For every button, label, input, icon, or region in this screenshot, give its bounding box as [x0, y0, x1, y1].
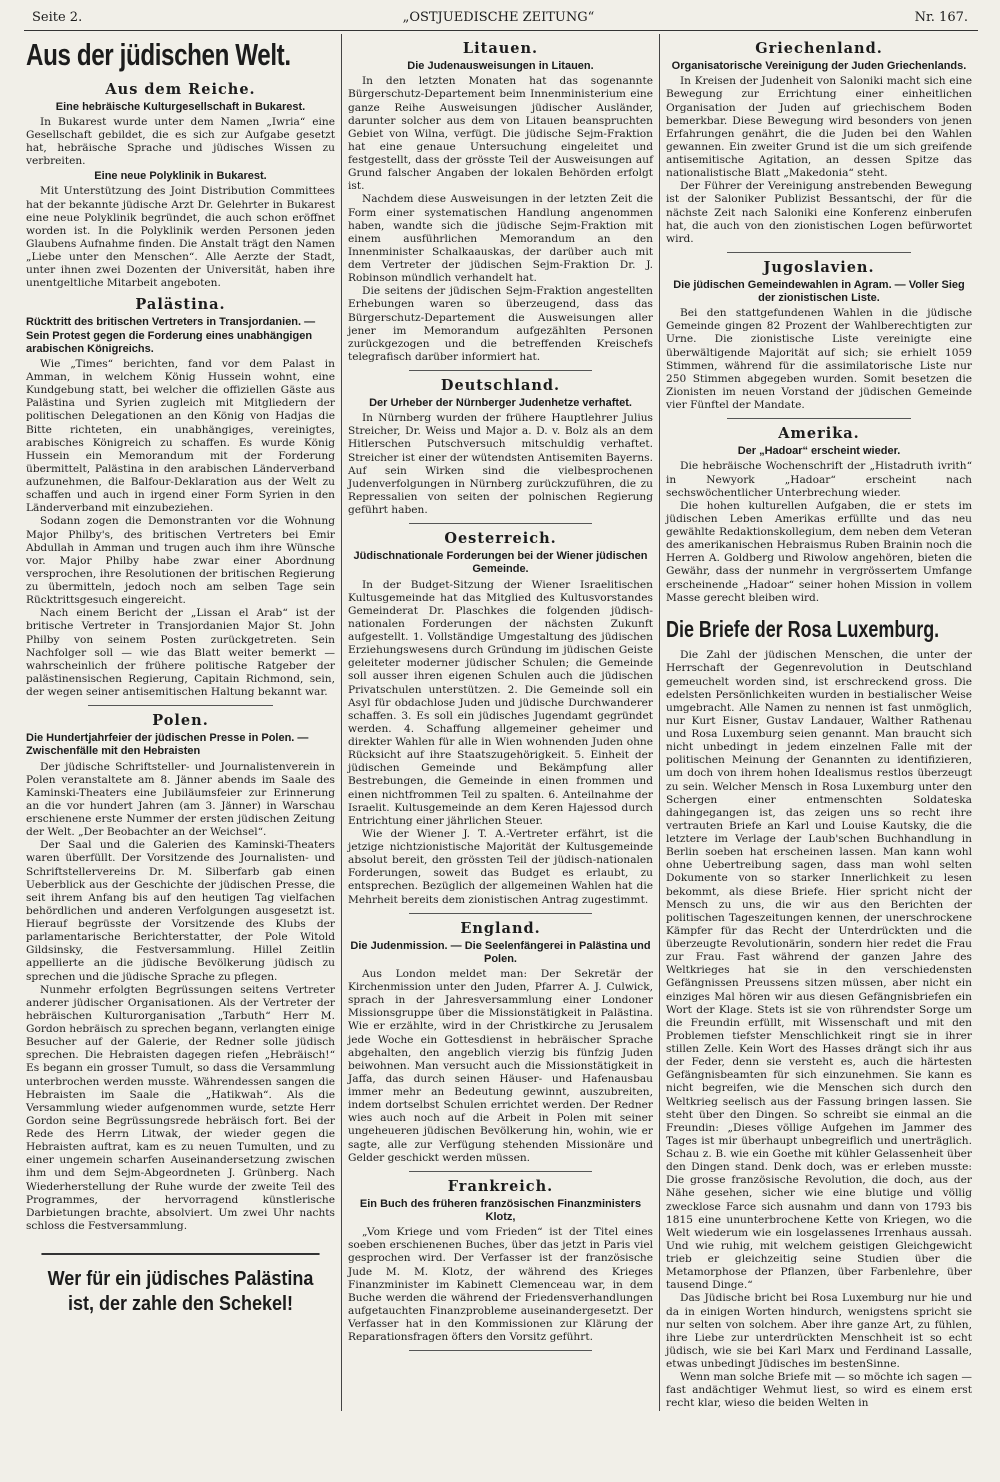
deutschland-headline: Der Urheber der Nürnberger Judenhetze verhaftet. — [369, 396, 632, 409]
appeal-line-2: ist, der zahle den Schekel! — [67, 1293, 294, 1316]
litauen-headline: Die Judenausweisungen in Litauen. — [407, 60, 594, 73]
columns — [24, 34, 978, 1410]
header-rule — [24, 30, 978, 31]
amerika-title: Amerika. — [778, 425, 860, 443]
section-divider — [727, 418, 911, 419]
section-divider — [727, 252, 911, 253]
jugoslavien-headline: Die jüdischen Gemeindewahlen in Agram. — Voller Sieg der zionistischen Liste. — [673, 278, 965, 305]
rosa-paragraph: Wenn man solche Briefe mit — so möchte ich sagen — fast andächtiger Wehmut liest, so wird es einem erst recht klar, wieso die beiden Welten in — [666, 1371, 972, 1410]
litauen-paragraph: Die seitens der jüdischen Sejm-Fraktion angestellten Erhebungen waren so überzeugend, dass das Bürgerschutz-Departement die Ausweisungen aller jener im Memorandum aufgezählten Personen zurückgezogen und die betreffenden Kreischefs telegrafisch darüber informiert hat. — [348, 285, 653, 363]
palaestina-headline: Rücktritt des britischen Vertreters in Transjordanien. — Sein Protest gegen die Forderung eines unabhängigen arabischen Königreichs. — [26, 316, 316, 355]
polen-paragraph: Nunmehr erfolgten Begrüssungen seitens Vertreter anderer jüdischer Organisationen. Als der Vertreter der hebräischen Kulturorganisation „Tarbuth“ Herr M. Gordon hebräisch zu sprechen begann, verlangten einige Besucher auf der Galerie, der Redner solle jüdisch sprechen. Die Hebraisten dagegen riefen „Hebräisch!“ Es begann ein grosser Tumult, so dass die Versammlung unterbrochen werden musste. Währendessen sangen die Hebraisten im Saale die „Hatikwah“. Als die Versammlung wieder aufgenommen wurde, setzte Herr Gordon seine Begrüssungsrede hebräisch fort. Bei der Rede des Herrn Litwak, der wieder gegen die Hebraisten auftrat, kam es zu neuen Tumulten, und zu einer ungemein scharfen Auseinandersetzung zwischen ihm und dem Sejm-Abgeordneten J. Grünberg. Nach Wiederherstellung der Ruhe wurde der zweite Teil des Programmes, der hervorragend künstlerische Darbietungen brachte, absolviert. Um zwei Uhr nachts schloss die Festversammlung. — [26, 983, 335, 1232]
polen-paragraph: Der jüdische Schriftsteller- und Journalistenverein in Polen veranstaltete am 8. Jänner abends im Saale des Kaminski-Theaters eine Jubiläumsfeier zur Erinnerung an die vor hundert Jahren (am 3. Jänner) in Warschau erschienene erste Nummer der ersten jüdischen Zeitung der Welt. „Der Beobachter an der Weichsel“. — [26, 760, 335, 839]
schekel-appeal — [41, 1253, 319, 1317]
litauen-paragraph: Nachdem diese Ausweisungen in der letzten Zeit die Form einer systematischen Handlung angenommen haben, wandte sich die jüdische Sejm-Fraktion mit einem ausführlichen Memorandum an den Innenminister Schalkaauskas, der darüber auch mit dem Vertreter der jüdischen Sejm-Fraktion Dr. J. Robinson mündlich verhandelt hat. — [348, 193, 653, 285]
england-title: England. — [460, 919, 541, 937]
reich-paragraph: Mit Unterstützung des Joint Distribution Committees hat der bekannte jüdische Arzt Dr. Gelehrter in Bukarest eine neue Polyklinik begründet, die auch schon eröffnet worden ist. In die Polyklinik werden Personen jeden Glaubens Aufnahme finden. Die Anstalt trägt den Namen „Liebe unter den Menschen“. Alle Aerzte der Stadt, unter ihnen zwei Dozenten der Universität, haben ihre unentgeltliche Mitarbeit angeboten. — [26, 185, 335, 290]
griechenland-paragraph: In Kreisen der Judenheit von Saloniki macht sich eine Bewegung zur Errichtung einer einheitlichen Organisation der Juden auf griechischem Boden bemerkbar. Diese Bewegung wird besonders von jenen Erfahrungen genährt, die die Juden bei den Wahlen gewannen. Ein zweiter Grund ist die um sich greifende antisemitische Agitation, an dessen Spitze das nationalistische Blatt „Makedonia“ steht. — [666, 75, 972, 180]
rosa-paragraph: Das Jüdische bricht bei Rosa Luxemburg nur hie und da in einigen Worten hindurch, wenigstens spricht sie nur selten von solchem. Aber ihre ganze Art, zu fühlen, ihre Liebe zur unterdrückten Menschheit ist so echt jüdisch, wie sie bei Karl Marx und Ferdinand Lassalle, etwas unbedingt Jüdisches im bestenSinne. — [666, 1292, 972, 1371]
palaestina-paragraph: Wie „Times“ berichten, fand vor dem Palast in Amman, in welchem König Hussein wohnt, eine Kundgebung statt, bei welcher die offiziellen Gäste aus Palästina und Syrien zugleich mit Mitgliedern der politischen Delegationen an den König von Hadjas die Bitte richteten, ein unabhängiges, vereinigtes, arabisches Königreich zu schaffen. Es wurde König Hussein ein Memorandum mit der Forderung übermittelt, Palästina in den arabischen Länderverband aufzunehmen, die Balfour-Deklaration aus der Welt zu schaffen und auch in irgend einer Form Syrien in den Länderverband mit einzubeziehen. — [26, 357, 335, 515]
newspaper-name: „OSTJUEDISCHE ZEITUNG“ — [402, 10, 595, 25]
rosa-paragraph: Die Zahl der jüdischen Menschen, die unter der Herrschaft der Gegenrevolution in Deutschland gemeuchelt worden sind, ist erschreckend gross. Die edelsten Persönlichkeiten wurden in bestialischer Weise umgebracht. Alle Namen zu nennen ist fast unmöglich, nur Kurt Eisner, Gustav Landauer, Walther Rathenau und Rosa Luxemburg seien genannt. Man braucht sich nicht unbedingt in jedem einzelnen Falle mit der politischen Meinung der Genannten zu identifizieren, um doch von ihrem hohen Idealismus restlos überzeugt zu sein. Welcher Mensch in Rosa Luxemburg unter den Schergen einer entmenschten Soldateska dahingegangen ist, das zeigen uns so recht ihre vertrauten Briefe an Karl und Louise Kautsky, die die letztere im Verlage der Laub'schen Buchhandlung in Berlin soeben hat erscheinen lassen. Man kann wohl ohne Uebertreibung sagen, dass man wohl selten Dokumente von so starker Innerlichkeit zu lesen bekommt, als diese Briefe. Hier spricht nicht der Mensch zu uns, die wir aus den Berichten der politischen Tageszeitungen kennen, der unerschrockene Kämpfer für das Recht der Unterdrückten und die überzeugte Revolutionärin, sondern hier redet die Frau zur Frau. Fast während der ganzen Jahre des Weltkrieges hat sie in den verschiedensten Gefängnissen Preussens sitzen müssen, aber nicht ein einziges Mal hören wir aus diesen Gefängnisbriefen ein Wort der Klage. Stets ist sie von rührendster Sorge um die Freundin erfüllt, mit Wissenschaft und mit den Problemen tiefster Menschlichkeit ringt sie in ihrer stillen Zelle. Kein Wort des Hasses drängt sich ihr aus der Feder, denn sie versteht es, auch die härtesten Gefängnisbeamten für sich einzunehmen. Sie kann es nicht begreifen, wie die Menschen sich durch den Weltkrieg seelisch aus der Fassung bringen lassen. Sie steht über den Dingen. So schreibt sie einmal an die Freundin: „Dieses völlige Aufgehen im Jammer des Tages ist mir überhaupt unbegreiflich und unerträglich. Schau z. B. wie ein Goethe mit kühler Gelassenheit über den Dingen stand. Denk doch, was er erleben musste: Die grosse französische Revolution, die doch, aus der Nähe gesehen, sicher wie eine blutige und völlig zwecklose Farce sich ausnahm und dann von 1793 bis 1815 eine ununterbrochene Kette von Kriegen, wo die Welt wiederum wie ein losgelassenes Irrenhaus aussah. Und wie ruhig, mit welchem geistigen Gleichgewicht trieb er gleichzeitig seine Studien über die Metamorphose der Pflanzen, über Farbenlehre, über tausend Dinge.“ — [666, 649, 972, 1292]
page-number: Seite 2. — [32, 10, 83, 25]
griechenland-title: Griechenland. — [755, 40, 883, 58]
oesterreich-title: Oesterreich. — [444, 530, 557, 548]
litauen-paragraph: In den letzten Monaten hat das sogenannte Bürgerschutz-Departement beim Innenministerium eine ganze Reihe Ausweisungen jüdischer Ausländer, darunter solcher aus dem von Litauen beanspruchten Gebiet von Wilna, verfügt. Die jüdische Sejm-Fraktion hat eine genaue Untersuchung eingeleitet und festgestellt, dass der grösste Teil der Ausweisungen auf Grund falscher Angaben der lokalen Behörden erfolgt ist. — [348, 75, 653, 193]
litauen-title: Litauen. — [462, 40, 539, 58]
reich-headline-1: Eine hebräische Kulturgesellschaft in Bukarest. — [55, 100, 306, 113]
section-divider — [409, 1171, 592, 1172]
amerika-headline: Der „Hadoar“ erscheint wieder. — [737, 445, 901, 458]
polen-paragraph: Der Saal und die Galerien des Kaminski-Theaters waren überfüllt. Der Vorsitzende des Journalisten- und Schriftstellervereins Dr. M. Silberfarb gab einen Ueberblick aus der Geschichte der jüdischen Presse, die seit ihrem Anfang bis auf den heutigen Tag vielfachen behördlichen und anderen Verfolgungen ausgesetzt ist. Hierauf begrüsste der Vorsitzende des Klubs der parlamentarische Berichterstatter, der Pole Witold Gildsinsky, die Festversammlung. Hillel Zeitlin appellierte an die jüdische Bevölkerung jüdisch zu sprechen und die jüdische Sprache zu pflegen. — [26, 839, 335, 983]
section-divider — [88, 705, 273, 706]
england-paragraph: Aus London meldet man: Der Sekretär der Kirchenmission unter den Juden, Pfarrer A. J. Culwick, sprach in der Jahresversammlung einer Londoner Missionsgruppe über die Missionstätigkeit in Palästina. Wie er erzählte, wird in der Christkirche zu Jerusalem jede Woche ein Gottesdienst in hebräischer Sprache abgehalten, den angeblich vierzig bis fünfzig Juden beiwohnen. Man versucht auch die Missionstätigkeit in Jaffa, das durch seinen Häuser- und Hafenausbau immer mehr an Bedeutung gewinnt, auszubreiten, indem dortselbst Schulen errichtet werden. Der Redner wies auch noch auf die Arbeit in Polen mit seiner ungeheueren jüdischen Bevölkerung hin, wohin, wie er sagte, alle zur Verfügung stehenden Missionäre und Gelder geschickt werden müssen. — [348, 967, 653, 1164]
oesterreich-headline: Jüdischnationale Forderungen bei der Wiener jüdischen Gemeinde. — [353, 550, 648, 576]
reich-paragraph: In Bukarest wurde unter dem Namen „Iwria“ eine Gesellschaft gebildet, die es sich zur Aufgabe gesetzt hat, hebräische Sprache und jüdisches Wissen zu verbreiten. — [26, 115, 335, 168]
deutschland-paragraph: In Nürnberg wurden der frühere Hauptlehrer Julius Streicher, Dr. Weiss und Major a. D. v. Bolz als an dem Hitlerschen Putschversuch mitschuldig verhaftet. Streicher ist einer der wütendsten Antisemiten Bayerns. Auf sein Wirken sind die vielbesprochenen Judenverfolgungen in Nürnberg zurückzuführen, die zu Repressalien von seiten der polnischen Regierung geführt haben. — [348, 412, 653, 517]
england-headline: Die Judenmission. — Die Seelenfängerei in Palästina und Polen. — [350, 939, 651, 965]
column-2 — [342, 34, 660, 1410]
oesterreich-paragraph: Wie der Wiener J. T. A.-Vertreter erfährt, ist die jetzige nichtzionistische Majorität der Kultusgemeinde absolut bereit, den grössten Teil der jüdisch-nationalen Forderungen, soweit das Budget es erlaubt, zu entsprechen. Bezüglich der allgemeinen Wahlen hat die Mehrheit bereits dem zionistischen Antrag zugestimmt. — [348, 827, 653, 906]
palaestina-paragraph: Sodann zogen die Demonstranten vor die Wohnung Major Philby's, des britischen Vertreters bei Emir Abdullah in Amman und trugen auch ihm ihre Wünsche vor. Major Philby habe zwar einer Abordnung versprochen, ihre Resolutionen der britischen Regierung zu übermitteln, jedoch noch am selben Tage sein Rücktrittsgesuch eingereicht. — [26, 515, 335, 607]
section-heading: Aus der jüdischen Welt. — [26, 37, 291, 73]
running-header — [24, 8, 978, 28]
section-divider — [409, 1350, 592, 1351]
palaestina-title: Palästina. — [135, 296, 226, 314]
amerika-paragraph: Die hebräische Wochenschrift der „Histadruth ivrith“ in Newyork „Hadoar“ erscheint nach sechswöchentlicher Unterbrechung wieder. — [666, 460, 972, 499]
frankreich-title: Frankreich. — [447, 1177, 554, 1195]
frankreich-paragraph: „Vom Kriege und vom Frieden“ ist der Titel eines soeben erschienenen Buches, über das jetzt in Paris viel gesprochen wird. Der Verfasser ist der französische Jude M. M. Klotz, der während des Krieges Finanzminister im Kabinett Clemenceau war, in dem Buche werden die während der Friedensverhandlungen aufgetauchten Finanzprobleme auseinandergesetzt. Der Verfasser hat in den Kommissionen zur Klärung der Reparationsfragen öfters den Vorsitz geführt. — [348, 1226, 653, 1344]
column-3 — [660, 34, 978, 1410]
section-divider — [409, 523, 592, 524]
amerika-paragraph: Die hohen kulturellen Aufgaben, die er stets im jüdischen Leben Amerikas erfüllte und das neu gewählte Redaktionskollegium, dem neben dem Veteran des amerikanischen Hebraismus Ruben Brainin noch die Herren A. Goldberg und Riwolow angehören, bieten die Gewähr, dass der nunmehr in vergrössertem Umfange erscheinende „Hadoar“ seiner hohen Mission in vollem Masse gerecht bleiben wird. — [666, 499, 972, 604]
reich-title: Aus dem Reiche. — [105, 80, 256, 98]
deutschland-title: Deutschland. — [440, 377, 561, 395]
frankreich-headline: Ein Buch des früheren französischen Finanzministers Klotz, — [359, 1197, 642, 1224]
column-1 — [24, 34, 342, 1410]
jugoslavien-paragraph: Bei den stattgefundenen Wahlen in die jüdische Gemeinde gingen 82 Prozent der Wahlberechtigten zur Urne. Die zionistische Liste vereinigte eine überwältigende Majorität auf sich; sie erhielt 1059 Stimmen, während für die assimilatorische Liste nur 250 Stimmen abgegeben wurden. Somit besetzen die Zionisten im neuen Vorstand der jüdischen Gemeinde vier Fünftel der Mandate. — [666, 307, 972, 412]
jugoslavien-title: Jugoslavien. — [763, 258, 875, 276]
griechenland-headline: Organisatorische Vereinigung der Juden Griechenlands. — [671, 60, 967, 73]
section-divider — [409, 370, 592, 371]
polen-title: Polen. — [152, 712, 209, 730]
rosa-luxemburg-title: Die Briefe der Rosa Luxemburg. — [666, 615, 940, 642]
issue-number: Nr. 167. — [914, 10, 968, 25]
appeal-line-1: Wer für ein jüdisches Palästina — [47, 1268, 314, 1291]
palaestina-paragraph: Nach einem Bericht der „Lissan el Arab“ ist der britische Vertreter in Transjordanien Major St. John Philby von seinem Posten zurückgetreten. Sein Nachfolger soll — wie das Blatt weiter bemerkt — wahrscheinlich der frühere politische Ratgeber der palästinensischen Regierung, Capitain Richmond, sein, der wegen seiner antisemitischen Haltung bekannt war. — [26, 607, 335, 699]
oesterreich-paragraph: In der Budget-Sitzung der Wiener Israelitischen Kultusgemeinde hat das Mitglied des Kultusvorstandes Gemeinderat Dr. Plaschkes die folgenden jüdisch-nationalen Forderungen der nächsten Zukunft aufgestellt. 1. Vollständige Umgestaltung des jüdischen Erziehungswesens durch Gründung im jüdischen Geiste geleiteter moderner jüdischer Schulen; die Gemeinde soll ausser ihren eigenen Schulen auch die jüdischen Privatschulen unterstützen. 2. Die Gemeinde soll ein Asyl für obdachlose Juden und jüdische Durchwanderer schaffen. 3. Es soll ein jüdisches Jugendamt gegründet werden. 4. Schaffung allgemeiner geheimer und direkter Wahlen für alle in Wien wohnenden Juden ohne Rücksicht auf ihre Staatszugehörigkeit. 5. Einheit der jüdischen Gemeinde und Bekämpfung aller Bestrebungen, die Gemeinde in einen frommen und einen nichtfrommen Teil zu spalten. 6. Anteilnahme der Israelit. Kultusgemeinde an dem Keren Hajessod durch Entrichtung einer jährlichen Steuer. — [348, 578, 653, 827]
griechenland-paragraph: Der Führer der Vereinigung anstrebenden Bewegung ist der Saloniker Publizist Bessantschi, der für die nächste Zeit nach Saloniki eine Konferenz einberufen hat, die auch von den zionistischen Logen befürwortet wird. — [666, 180, 972, 245]
section-divider — [409, 913, 592, 914]
reich-headline-2: Eine neue Polyklinik in Bukarest. — [94, 170, 267, 183]
polen-headline: Die Hundertjahrfeier der jüdischen Presse in Polen. — Zwischenfälle mit den Hebraisten — [26, 732, 309, 758]
